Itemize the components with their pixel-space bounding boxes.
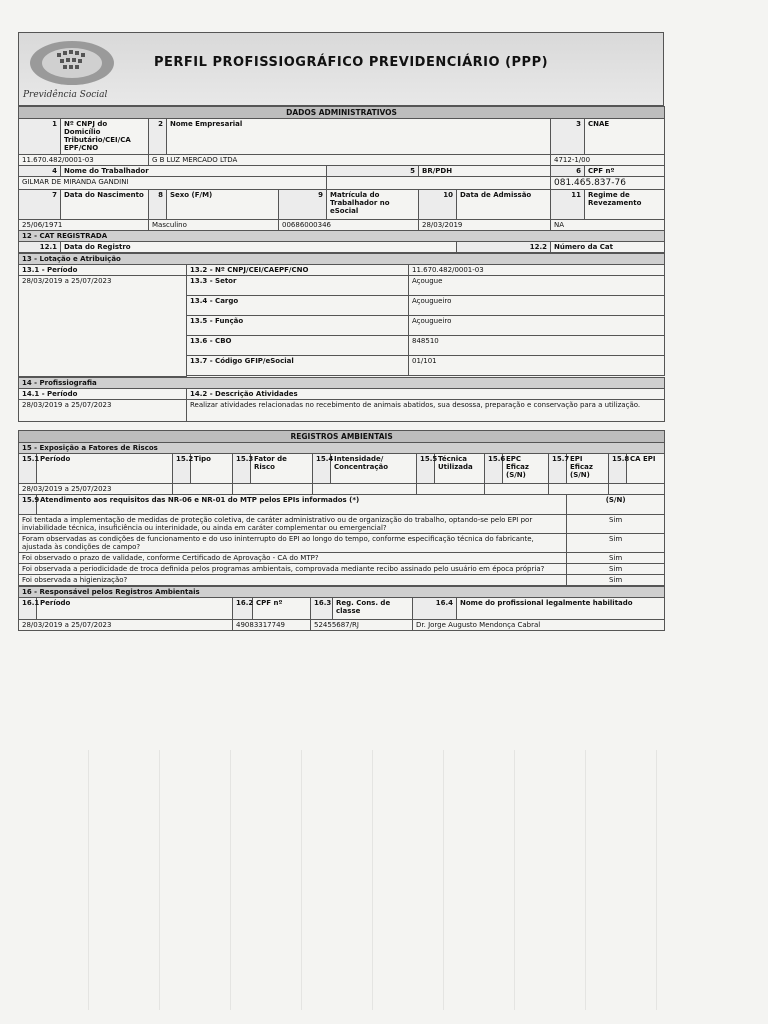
field-9-number: 9 — [279, 190, 327, 220]
field-1-number: 1 — [19, 119, 61, 155]
lotacao-row-value: 01/101 — [409, 356, 665, 376]
admin-table — [18, 106, 665, 253]
col-number: 15.6 — [485, 453, 503, 483]
field-8-number: 8 — [149, 190, 167, 220]
col-label: Técnica Utilizada — [435, 453, 485, 483]
form-header — [18, 32, 664, 106]
field-12-1-number: 12.1 — [19, 242, 61, 253]
field-15-9-number: 15.9 — [19, 494, 37, 514]
col-label: EPI Eficaz (S/N) — [567, 453, 609, 483]
lotacao-row-value: 848510 — [409, 336, 665, 356]
exposicao-title: 15 - Exposição a Fatores de Riscos — [19, 442, 665, 453]
epi-requirement-answer: Sim — [567, 514, 665, 533]
activities-label: 14.2 - Descrição Atividades — [187, 388, 665, 399]
lotacao-row-label: 13.7 - Código GFIP/eSocial — [187, 356, 409, 376]
field-16-4-number: 16.4 — [413, 597, 457, 619]
document-title: PERFIL PROFISSIOGRÁFICO PREVIDENCIÁRIO (PPP) — [154, 55, 549, 70]
field-12-1-label: Data do Registro — [61, 242, 457, 253]
col-label: Intensidade/ Concentração — [331, 453, 417, 483]
field-2-label: Nome Empresarial — [167, 119, 551, 155]
br-pdh-value — [327, 177, 551, 190]
profissiografia-period-value: 28/03/2019 a 25/07/2023 — [19, 399, 187, 421]
field-6-number: 6 — [551, 166, 585, 177]
field-8-label: Sexo (F/M) — [167, 190, 279, 220]
col-label: Período — [37, 453, 173, 483]
lotacao-row-label: 13.6 - CBO — [187, 336, 409, 356]
lotacao-row-value: 11.670.482/0001-03 — [409, 265, 665, 276]
admin-section-title: DADOS ADMINISTRATIVOS — [19, 107, 665, 119]
logo-text: Previdência Social — [23, 90, 108, 100]
responsavel-table — [18, 586, 665, 631]
col-number: 15.7 — [549, 453, 567, 483]
cnpj-value: 11.670.482/0001-03 — [19, 155, 149, 166]
lotacao-row-value: Açougue — [409, 276, 665, 296]
admission-date-value: 28/03/2019 — [419, 220, 551, 231]
field-16-1-label: Período — [37, 597, 233, 619]
shift-regime-value: NA — [551, 220, 665, 231]
responsavel-title: 16 - Responsável pelos Registros Ambientais — [19, 586, 665, 597]
esocial-registration-value: 00686000346 — [279, 220, 419, 231]
field-9-label: Matrícula do Trabalhador no eSocial — [327, 190, 419, 220]
field-11-number: 11 — [551, 190, 585, 220]
col-number: 15.5 — [417, 453, 435, 483]
lotacao-row-label: 13.3 - Setor — [187, 276, 409, 296]
lotacao-title: 13 - Lotação e Atribuição — [19, 254, 665, 265]
ppp-form — [18, 32, 664, 631]
col-number: 15.8 — [609, 453, 627, 483]
col-number: 15.1 — [19, 453, 37, 483]
lotacao-period-value: 28/03/2019 a 25/07/2023 — [19, 276, 187, 377]
sex-value: Masculino — [149, 220, 279, 231]
epi-requirement-answer: Sim — [567, 533, 665, 552]
lotacao-table — [18, 253, 665, 377]
ambientais-section-title: REGISTROS AMBIENTAIS — [19, 430, 665, 442]
epi-requirement-answer: Sim — [567, 574, 665, 585]
field-7-number: 7 — [19, 190, 61, 220]
lotacao-period-label: 13.1 - Período — [19, 265, 187, 276]
activities-value: Realizar atividades relacionadas no recebimento de animais abatidos, sua desossa, preparação e conservação para a utilização. — [187, 399, 665, 421]
epi-requirement-text: Foi observado o prazo de validade, conforme Certificado de Aprovação - CA do MTP? — [19, 552, 567, 563]
field-10-label: Data de Admissão — [457, 190, 551, 220]
field-5-label: BR/PDH — [419, 166, 551, 177]
lotacao-row-value: Açougueiro — [409, 296, 665, 316]
lotacao-row-value: Açougueiro — [409, 316, 665, 336]
col-label: EPC Eficaz (S/N) — [503, 453, 549, 483]
birth-date-value: 25/06/1971 — [19, 220, 149, 231]
sn-header: (S/N) — [567, 494, 665, 514]
col-number: 15.3 — [233, 453, 251, 483]
company-name-value: G B LUZ MERCADO LTDA — [149, 155, 551, 166]
field-2-number: 2 — [149, 119, 167, 155]
field-16-4-label: Nome do profissional legalmente habilitado — [457, 597, 665, 619]
lotacao-row-label: 13.4 - Cargo — [187, 296, 409, 316]
field-7-label: Data do Nascimento — [61, 190, 149, 220]
ambientais-table — [18, 430, 665, 586]
col-label: CA EPI — [627, 453, 665, 483]
responsavel-period-value: 28/03/2019 a 25/07/2023 — [19, 619, 233, 630]
epi-requirement-answer: Sim — [567, 563, 665, 574]
lotacao-row-label: 13.5 - Função — [187, 316, 409, 336]
cpf-value: 081.465.837-76 — [551, 177, 665, 190]
epi-requirement-answer: Sim — [567, 552, 665, 563]
field-11-label: Regime de Revezamento — [585, 190, 665, 220]
field-15-9-label: Atendimento aos requisitos das NR-06 e NR-01 do MTP pelos EPIs informados (*) — [37, 494, 567, 514]
lotacao-row-label: 13.2 - Nº CNPJ/CEI/CAEPF/CNO — [187, 265, 409, 276]
col-label: Tipo — [191, 453, 233, 483]
responsavel-name-value: Dr. Jorge Augusto Mendonça Cabral — [413, 619, 665, 630]
field-3-label: CNAE — [585, 119, 665, 155]
cat-section-title: 12 - CAT REGISTRADA — [19, 231, 665, 242]
epi-requirement-text: Foi tentada a implementação de medidas de proteção coletiva, de caráter administrativo ou de organização do trabalho, optando-se pelo EPI por inviabilidade técnica, insuficiência ou interinidade, ou ainda em caráter complementar ou emergencial? — [19, 514, 567, 533]
field-16-3-number: 16.3 — [311, 597, 333, 619]
col-label: Fator de Risco — [251, 453, 313, 483]
previdencia-logo-icon — [27, 37, 117, 89]
field-6-label: CPF nº — [585, 166, 665, 177]
epi-requirement-text: Foi observada a periodicidade de troca definida pelos programas ambientais, comprovada mediante recibo assinado pelo usuário em época própria? — [19, 563, 567, 574]
field-16-1-number: 16.1 — [19, 597, 37, 619]
field-12-2-label: Número da Cat — [551, 242, 665, 253]
field-16-3-label: Reg. Cons. de classe — [333, 597, 413, 619]
field-4-number: 4 — [19, 166, 61, 177]
profissiografia-period-label: 14.1 - Período — [19, 388, 187, 399]
profissiografia-title: 14 - Profissiografia — [19, 377, 665, 388]
col-number: 15.4 — [313, 453, 331, 483]
field-10-number: 10 — [419, 190, 457, 220]
worker-name-value: GILMAR DE MIRANDA GANDINI — [19, 177, 327, 190]
field-3-number: 3 — [551, 119, 585, 155]
epi-requirement-text: Foram observadas as condições de funcionamento e do uso ininterrupto do EPI ao longo do tempo, conforme especificação técnica do fabricante, ajustada às condições de campo? — [19, 533, 567, 552]
field-5-number: 5 — [327, 166, 419, 177]
profissiografia-table — [18, 377, 665, 422]
col-number: 15.2 — [173, 453, 191, 483]
scan-noise — [18, 750, 678, 1010]
field-16-2-label: CPF nº — [253, 597, 311, 619]
epi-requirement-text: Foi observada a higienização? — [19, 574, 567, 585]
responsavel-cpf-value: 49083317749 — [233, 619, 311, 630]
field-12-2-number: 12.2 — [457, 242, 551, 253]
cnae-value: 4712-1/00 — [551, 155, 665, 166]
exposure-period-value: 28/03/2019 a 25/07/2023 — [19, 483, 173, 494]
field-4-label: Nome do Trabalhador — [61, 166, 327, 177]
responsavel-registry-value: 52455687/RJ — [311, 619, 413, 630]
field-16-2-number: 16.2 — [233, 597, 253, 619]
field-1-label: Nº CNPJ do Domicílio Tributário/CEI/CA EPF/CNO — [61, 119, 149, 155]
